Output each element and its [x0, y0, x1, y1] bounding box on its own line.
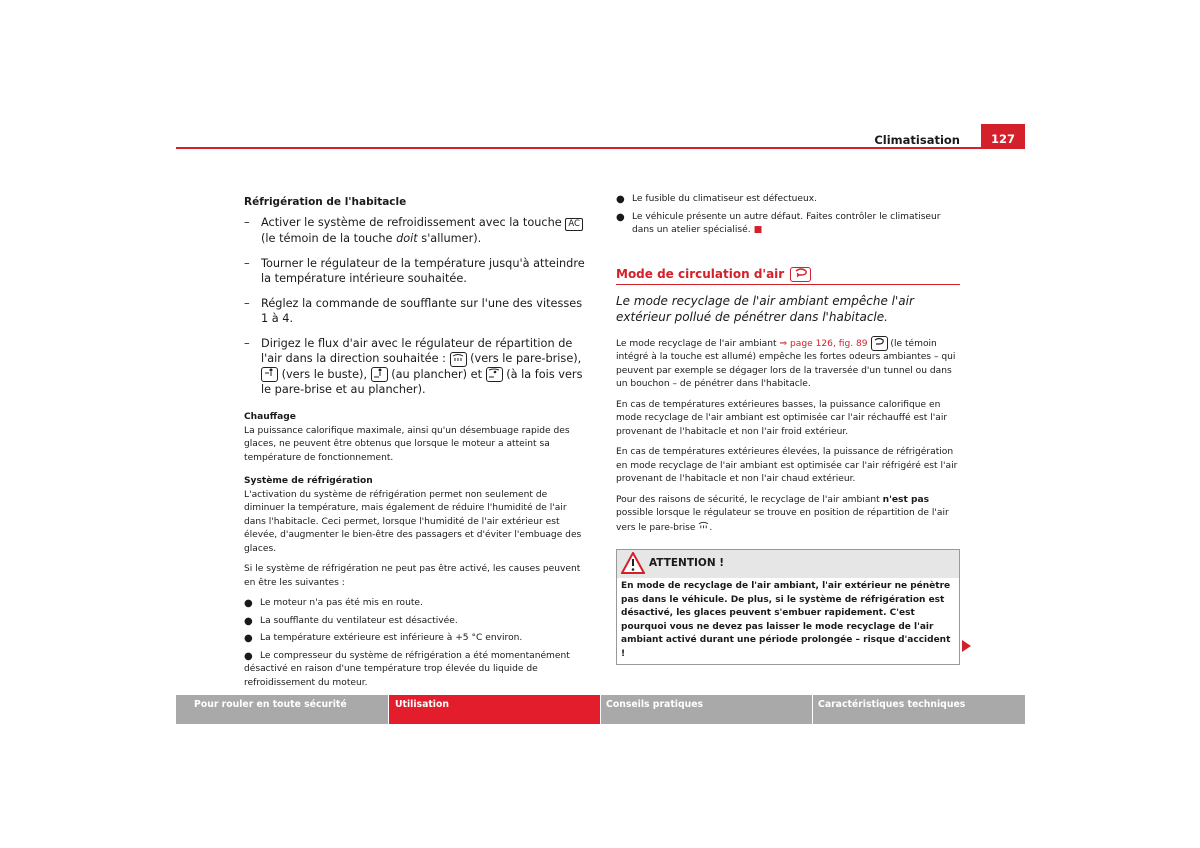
header-rule	[176, 147, 981, 149]
step-1-text-c: s'allumer).	[417, 232, 482, 245]
warning-box	[616, 549, 960, 665]
p4-text: Pour des raisons de sécurité, le recyclage de l'air ambiant	[616, 494, 883, 505]
air-windshield-floor-icon	[486, 367, 503, 382]
paragraph-2: En cas de températures extérieures basses, la puissance calorifique en mode recyclage de l'air ambiant est optimisée car l'air réchauffé est l'air provenant de l'habitacle et non l'air froid extérieur.	[616, 399, 948, 437]
chauffage-title: Chauffage	[244, 412, 296, 422]
cause-item	[244, 650, 588, 691]
step-1-text-b: (le témoin de la touche	[261, 232, 397, 245]
section-heading: Réfrigération de l'habitacle	[244, 196, 407, 208]
fault-item	[616, 193, 960, 207]
refrig-title: Système de réfrigération	[244, 476, 373, 486]
section-title-text: Mode de circulation d'air	[616, 266, 785, 281]
paragraph-4	[616, 494, 960, 536]
air-recirculation-icon	[790, 267, 811, 282]
step-4-text: Dirigez le flux d'air avec le régulateur de répartition de l'air dans la direction souhaitée :	[261, 337, 573, 365]
refrig-text: L'activation du système de réfrigération permet non seulement de diminuer la température, mais également de réduire l'humidité de l'air dans l'habitacle. Ceci permet, lorsque l'humidité de l'air extérieur est élevée, d'augmenter le bien-être des passagers et d'éviter l'embuage des glaces.	[244, 489, 582, 554]
next-page-arrow-icon	[962, 640, 971, 652]
bullet-icon: ●	[244, 650, 253, 662]
dash-marker: –	[244, 216, 250, 229]
section-title	[616, 266, 960, 285]
ac-key-icon: AC	[565, 218, 583, 231]
p1-text-b: (le témoin intégré à la touche est allumé) empêche les fortes odeurs ambiantes – qui peuvent par exemple se dégager lors de la traversée d'un tunnel ou dans un bouchon – de pénétrer dans l'habitacle.	[616, 338, 956, 389]
air-recirculation-icon	[871, 336, 888, 351]
cause-text: La température extérieure est inférieure à +5 °C environ.	[260, 633, 523, 643]
step-1	[244, 215, 588, 246]
step-1-emphasis: doit	[396, 232, 418, 245]
step-4	[244, 336, 588, 397]
fault-text: Le véhicule présente un autre défaut. Faites contrôler le climatiseur dans un atelier spécialisé.	[632, 211, 941, 235]
fault-item	[616, 211, 960, 238]
warning-text: En mode de recyclage de l'air ambiant, l'air extérieur ne pénètre pas dans le véhicule. De plus, si le système de réfrigération est désactivé, les glaces peuvent s'embuer rapidement. C'est pourquoi vous ne devez pas laisser le mode recyclage de l'air ambiant activé durant une période prolongée – risque d'accident !	[621, 581, 951, 659]
windshield-defrost-icon	[698, 521, 709, 530]
bullet-icon: ●	[244, 633, 253, 644]
tab-safety[interactable]: Pour rouler en toute sécurité	[176, 695, 388, 724]
causes-intro: Si le système de réfrigération ne peut pas être activé, les causes peuvent en être les suivantes :	[244, 564, 581, 588]
warning-title: ATTENTION !	[649, 557, 725, 569]
fault-text: Le fusible du climatiseur est défectueux.	[632, 194, 818, 204]
cause-text: Le moteur n'a pas été mis en route.	[260, 598, 423, 608]
windshield-defrost-icon	[450, 352, 467, 367]
dash-marker: –	[244, 297, 250, 310]
bullet-icon: ●	[616, 211, 625, 223]
air-floor-icon	[371, 367, 388, 382]
chapter-title: Climatisation	[874, 133, 960, 147]
tab-technical-specs[interactable]: Caractéristiques techniques	[813, 695, 1025, 724]
cause-text: La soufflante du ventilateur est désactivée.	[260, 615, 458, 626]
p4-bold: n'est pas	[882, 494, 930, 505]
chauffage-text: La puissance calorifique maximale, ainsi qu'un désembuage rapide des glaces, ne peuvent être obtenus que lorsque le moteur a atteint sa température de fonctionnement.	[244, 425, 570, 463]
step-3	[244, 296, 588, 326]
cause-item	[244, 632, 588, 646]
p4-text-c: .	[709, 522, 713, 533]
dash-marker: –	[244, 257, 250, 270]
dash-marker: –	[244, 337, 250, 350]
lead-paragraph: Le mode recyclage de l'air ambiant empêche l'air extérieur pollué de pénétrer dans l'habitacle.	[616, 293, 914, 324]
air-upper-body-icon	[261, 367, 278, 382]
cause-item	[244, 597, 588, 611]
right-column	[616, 193, 960, 665]
step-4-text-d: (au plancher) et	[387, 367, 486, 381]
bullet-icon: ●	[244, 598, 253, 609]
bullet-icon: ●	[616, 194, 625, 205]
tab-utilisation[interactable]: Utilisation	[389, 695, 600, 724]
paragraph-3: En cas de températures extérieures élevées, la puissance de réfrigération en mode recyclage de l'air ambiant est optimisée car l'air réfrigéré est l'air provenant de l'habitacle et non l'air chaud extérieur.	[616, 447, 958, 484]
bullet-icon: ●	[244, 615, 253, 627]
step-4-text-e: (à la fois vers le pare-brise et au plancher).	[261, 367, 583, 396]
page-number: 127	[981, 124, 1025, 149]
cause-text: Le compresseur du système de réfrigération a été momentanément désactivé en raison d'une température trop élevée du liquide de refroidissement du moteur.	[244, 650, 570, 688]
step-4-text-c: (vers le buste),	[278, 367, 371, 381]
paragraph-1	[616, 336, 960, 392]
left-column	[244, 195, 588, 694]
step-3-text: Réglez la commande de soufflante sur l'une des vitesses 1 à 4.	[261, 297, 583, 325]
step-2-text: Tourner le régulateur de la température jusqu'à atteindre la température intérieure souhaitée.	[261, 257, 585, 285]
p1-text: Le mode recyclage de l'air ambiant	[616, 338, 780, 349]
end-of-section-icon: ■	[753, 225, 763, 235]
p4-text-b: possible lorsque le régulateur se trouve en position de répartition de l'air vers le pare-brise	[616, 508, 949, 533]
warning-header	[617, 550, 959, 578]
page-reference-link[interactable]: ⇒ page 126, fig. 89	[779, 338, 868, 349]
step-1-text: Activer le système de refroidissement avec la touche	[261, 216, 566, 229]
step-2	[244, 256, 588, 286]
warning-triangle-icon	[621, 552, 645, 574]
tab-practical-tips[interactable]: Conseils pratiques	[601, 695, 812, 724]
step-4-text-b: (vers le pare-brise),	[466, 352, 582, 365]
cause-item	[244, 615, 588, 629]
